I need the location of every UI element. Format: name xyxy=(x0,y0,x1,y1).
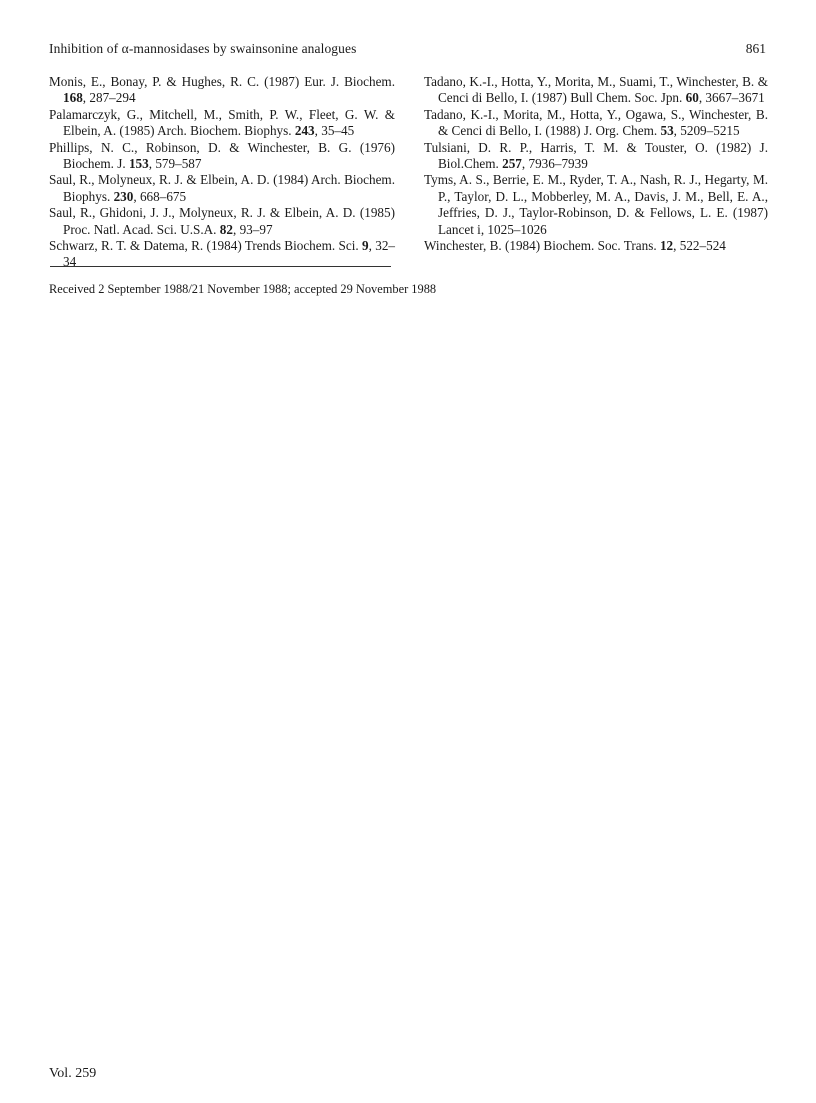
reference-text: Tadano, K.-I., Hotta, Y., Morita, M., Suami, T., Winchester, B. & Cenci di Bello, I. (1987) Bull Chem. Soc. Jpn. xyxy=(424,74,768,106)
reference-item xyxy=(49,74,395,107)
reference-pages: , 3667–3671 xyxy=(698,90,765,106)
volume-footer: Vol. 259 xyxy=(49,1066,97,1081)
reference-volume: 60 xyxy=(685,90,699,106)
reference-item xyxy=(424,107,768,140)
reference-pages: , 7936–7939 xyxy=(521,156,588,172)
reference-item xyxy=(49,172,395,205)
reference-text: Tulsiani, D. R. P., Harris, T. M. & Touster, O. (1982) J. Biol.Chem. xyxy=(424,139,768,172)
reference-column-left xyxy=(49,74,395,271)
reference-text: Tadano, K.-I., Morita, M., Hotta, Y., Ogawa, S., Winchester, B. & Cenci di Bello, I. (1988) J. Org. Chem. xyxy=(424,106,768,139)
reference-item xyxy=(424,238,768,254)
reference-volume: 9 xyxy=(362,238,369,254)
reference-pages: , 287–294 xyxy=(82,90,136,106)
running-head: Inhibition of α-mannosidases by swainsonine analogues xyxy=(49,41,357,56)
reference-item xyxy=(424,74,768,107)
reference-item xyxy=(424,140,768,173)
reference-volume: 243 xyxy=(294,123,315,139)
reference-volume: 12 xyxy=(659,238,674,254)
received-dates: Received 2 September 1988/21 November 1988; accepted 29 November 1988 xyxy=(49,282,437,296)
reference-text: Saul, R., Ghidoni, J. J., Molyneux, R. J. & Elbein, A. D. (1985) Proc. Natl. Acad. Sci. U.S.A. xyxy=(49,205,395,237)
reference-volume: 153 xyxy=(128,156,149,172)
reference-text: Tyms, A. S., Berrie, E. M., Ryder, T. A., Nash, R. J., Hegarty, M. P., Taylor, D. L., Mobberley, M. A., Davis, J. M., Bell, E. A., Jeffries, D. J., Taylor-Robinson, D. & Fellows, L. E. (1987) Lancet i, 1025–1026 xyxy=(424,172,768,237)
reference-item xyxy=(49,107,395,140)
reference-pages: , 35–45 xyxy=(314,123,355,139)
reference-volume: 230 xyxy=(113,188,134,204)
reference-item xyxy=(49,205,395,238)
reference-volume: 257 xyxy=(502,156,522,172)
reference-column-right xyxy=(424,74,768,254)
reference-item xyxy=(424,172,768,238)
reference-text: Schwarz, R. T. & Datema, R. (1984) Trends Biochem. Sci. xyxy=(49,238,359,254)
reference-text: Saul, R., Molyneux, R. J. & Elbein, A. D. (1984) Arch. Biochem. Biophys. xyxy=(49,172,395,204)
reference-pages: , 32–34 xyxy=(63,238,395,270)
reference-text: Monis, E., Bonay, P. & Hughes, R. C. (1987) Eur. J. Biochem. xyxy=(49,74,395,89)
reference-item xyxy=(49,140,395,173)
reference-text: Winchester, B. (1984) Biochem. Soc. Trans. xyxy=(424,238,657,254)
reference-pages: , 522–524 xyxy=(673,238,726,254)
reference-text: Phillips, N. C., Robinson, D. & Winchester, B. G. (1976) Biochem. J. xyxy=(49,139,395,172)
section-divider xyxy=(50,266,391,267)
reference-pages: , 5209–5215 xyxy=(673,123,740,139)
reference-volume: 82 xyxy=(219,221,233,237)
reference-pages: , 579–587 xyxy=(148,156,202,172)
reference-volume: 53 xyxy=(660,123,674,139)
page-number: 861 xyxy=(745,41,766,56)
reference-text: Palamarczyk, G., Mitchell, M., Smith, P. W., Fleet, G. W. & Elbein, A. (1985) Arch. Biochem. Biophys. xyxy=(49,106,395,139)
reference-pages: , 668–675 xyxy=(133,188,187,204)
reference-pages: , 93–97 xyxy=(232,221,273,237)
reference-volume: 168 xyxy=(63,90,83,106)
